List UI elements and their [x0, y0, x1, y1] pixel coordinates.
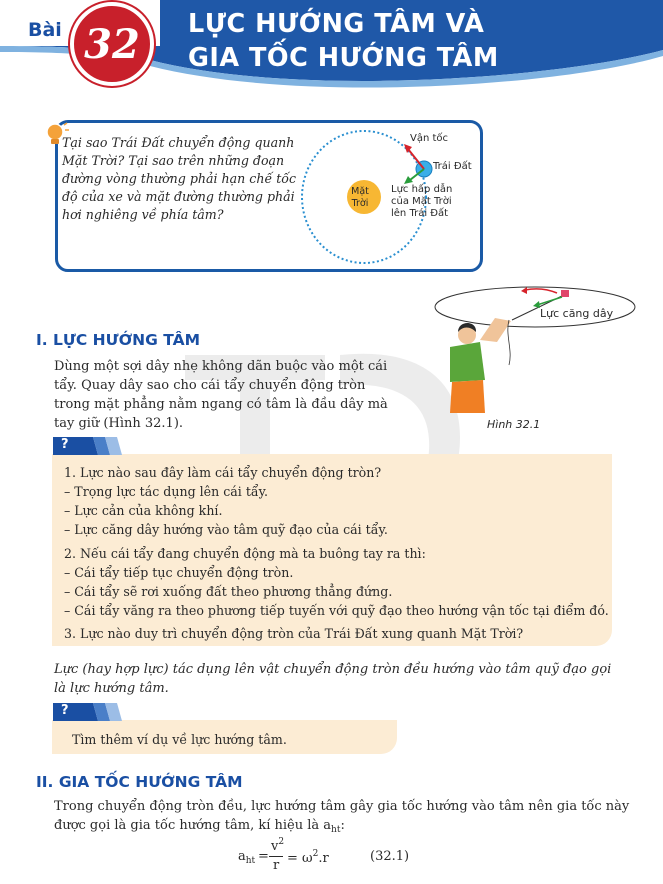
formula-numerator-sup: 2 — [278, 837, 285, 847]
sun-label-line1: Mặt — [351, 186, 369, 197]
figure-32-1 — [425, 280, 645, 415]
question-line: Tìm thêm ví dụ về lực hướng tâm. — [72, 732, 287, 747]
lesson-number-badge — [70, 2, 154, 86]
sun-label-line2: Trời — [351, 198, 369, 209]
lesson-number: 32 — [84, 20, 140, 68]
question-tag-1 — [53, 437, 133, 455]
formula-rhs-sup: 2 — [312, 849, 319, 859]
sun-label — [347, 186, 373, 210]
section2-paragraph-line1: Trong chuyển động tròn đều, lực hướng tâm gây gia tốc hướng vào tâm nên gia tốc này — [54, 799, 630, 814]
figure-caption: Hình 32.1 — [487, 418, 541, 431]
gravity-label — [391, 184, 452, 220]
gravity-label-line2: của Mặt Trời — [391, 196, 452, 207]
lesson-header — [0, 0, 663, 96]
question-line: – Cái tẩy sẽ rơi xuống đất theo phương thẳng đứng. — [64, 584, 393, 599]
formula-lhs-sub: ht — [245, 856, 256, 866]
section2-paragraph-line2 — [54, 816, 634, 840]
lesson-label: Bài — [28, 19, 62, 41]
question-line: – Trọng lực tác dụng lên cái tẩy. — [64, 484, 269, 499]
lesson-title-line2: GIA TỐC HƯỚNG TÂM — [188, 43, 499, 73]
section2-paragraph-end: : — [340, 818, 345, 833]
earth-label: Trái Đất — [433, 161, 472, 172]
question-line: 2. Nếu cái tẩy đang chuyển động mà ta buông tay ra thì: — [64, 546, 426, 561]
lesson-title — [188, 7, 499, 75]
formula-lhs — [238, 849, 255, 866]
formula-lhs-symbol: a — [238, 849, 246, 864]
intro-question: Tại sao Trái Đất chuyển động quanh Mặt Trời? Tại sao trên những đoạn đường vòng thường phải hạn chế tốc độ của xe và mặt đường thường phải hơi nghiêng về phía tâm? — [62, 135, 297, 222]
velocity-label: Vận tốc — [410, 133, 449, 144]
symbol-subscript: ht — [331, 825, 341, 835]
question-tag-2 — [53, 703, 133, 721]
question-line: – Lực cản của không khí. — [64, 503, 223, 518]
question-line: 1. Lực nào sau đây làm cái tẩy chuyển động tròn? — [64, 465, 382, 480]
question-line: – Lực căng dây hướng vào tâm quỹ đạo của cái tẩy. — [64, 522, 388, 537]
lesson-title-line1: LỰC HƯỚNG TÂM VÀ — [188, 9, 485, 39]
formula-rhs-end: .r — [318, 851, 329, 866]
formula-equals: = — [258, 849, 269, 864]
formula-numerator — [271, 837, 284, 854]
formula-rhs — [287, 849, 329, 866]
question-icon: ? — [61, 437, 69, 452]
tension-label: Lực căng dây — [540, 307, 614, 320]
section1-paragraph: Dùng một sợi dây nhẹ không dãn buộc vào một cái tẩy. Quay dây sao cho cái tẩy chuyển động tròn trong mặt phẳng nằm ngang có tâm là đầu dây mà tay giữ (Hình 32.1). — [54, 359, 388, 431]
definition-text: Lực (hay hợp lực) tác dụng lên vật chuyển động tròn đều hướng vào tâm quỹ đạo gọi là lực hướng tâm. — [54, 662, 612, 696]
question-line: – Cái tẩy văng ra theo phương tiếp tuyến với quỹ đạo theo hướng vận tốc tại điểm đó. — [64, 603, 609, 618]
question-line: 3. Lực nào duy trì chuyển động tròn của Trái Đất xung quanh Mặt Trời? — [64, 626, 524, 641]
section-heading-1: I. LỰC HƯỚNG TÂM — [36, 331, 200, 349]
gravity-label-line1: Lực hấp dẫn — [391, 184, 453, 195]
question-line: – Cái tẩy tiếp tục chuyển động tròn. — [64, 565, 294, 580]
section2-paragraph-text: được gọi là gia tốc hướng tâm, kí hiệu là a — [54, 818, 332, 833]
gravity-label-line3: lên Trái Đất — [391, 208, 449, 219]
eraser-shape — [561, 290, 569, 297]
formula-denominator: r — [273, 858, 280, 873]
section-heading-2: II. GIA TỐC HƯỚNG TÂM — [36, 773, 243, 791]
formula-rhs-symbol: = ω — [287, 851, 313, 866]
formula-numerator-symbol: v — [271, 839, 279, 854]
orbit-diagram — [300, 125, 480, 270]
question-icon: ? — [61, 703, 69, 718]
fraction-bar — [269, 856, 283, 857]
formula-number: (32.1) — [370, 849, 410, 864]
